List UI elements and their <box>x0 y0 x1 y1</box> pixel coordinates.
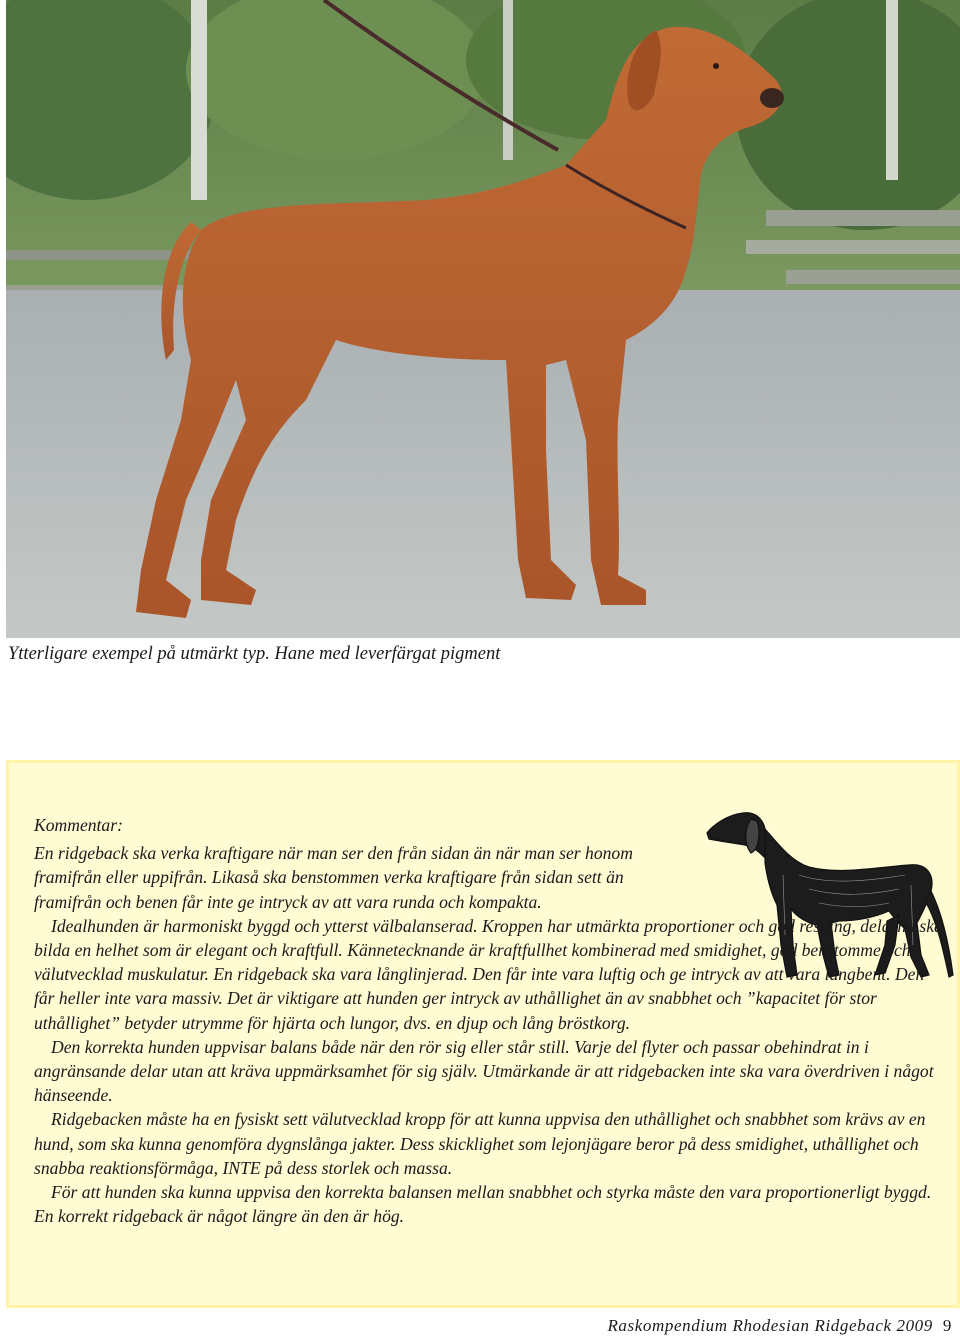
publication-title: Raskompendium Rhodesian Ridgeback 2009 <box>607 1316 933 1335</box>
comment-paragraph: Den korrekta hunden uppvisar balans både när den rör sig eller står still. Varje del flyter och passar obehindrat in i angränsande delar utan att kräva uppmärksamhet för sig själv. Utmärkande är att ridgebacken inte ska vara överdriven i något hänseende. <box>34 1036 934 1106</box>
comment-paragraph: Ridgebacken måste ha en fysiskt sett välutvecklad kropp för att kunna uppvisa den uthållighet och snabbhet som krävs av en hund, som ska kunna genomföra dygnslånga jakter. Dess skicklighet som lejonjägare beror på dess smidighet, uthållighet och snabba reaktionsförmåga, INTE på dess storlek och massa. <box>34 1109 926 1178</box>
comment-text <box>34 813 949 1228</box>
comment-label: Kommentar: <box>34 815 123 835</box>
photo-caption: Ytterligare exempel på utmärkt typ. Hane med leverfärgat pigment <box>8 644 501 664</box>
comment-box <box>6 760 960 1308</box>
dog-photo <box>6 0 960 638</box>
comment-paragraph: En ridgeback ska verka kraftigare när man ser den från sidan än när man ser honom framifrån eller uppifrån. Likaså ska benstommen verka kraftigare från sidan sett än framifrån och benen får inte ge intryck av att vara runda och kompakta. <box>34 843 633 912</box>
comment-paragraph: För att hunden ska kunna uppvisa den korrekta balansen mellan snabbhet och styrka måste den vara proportionerligt byggd. En korrekt ridgeback är något längre än den är hög. <box>34 1182 932 1227</box>
comment-paragraph: Idealhunden är harmoniskt byggd och ytterst välbalanserad. Kroppen har utmärkta proportioner och god resning, delarna ska bilda en helhet som är elegant och kraftfull. Kännetecknande är kraftfullhet kombinerad med smidighet, god benstomme och välutvecklad muskulatur. En ridgeback ska vara långlinjerad. Den får inte vara luftig och ge intryck av att vara långbent. Den får heller inte vara massiv. Det är viktigare att hunden ger intryck av uthållighet än av snabbhet och ”kapacitet för stor uthållighet” betyder utrymme för hjärta och lungor, dvs. en djup och lång bröstkorg. <box>34 915 943 1033</box>
page-footer <box>607 1316 952 1336</box>
page-number: 9 <box>942 1316 952 1335</box>
